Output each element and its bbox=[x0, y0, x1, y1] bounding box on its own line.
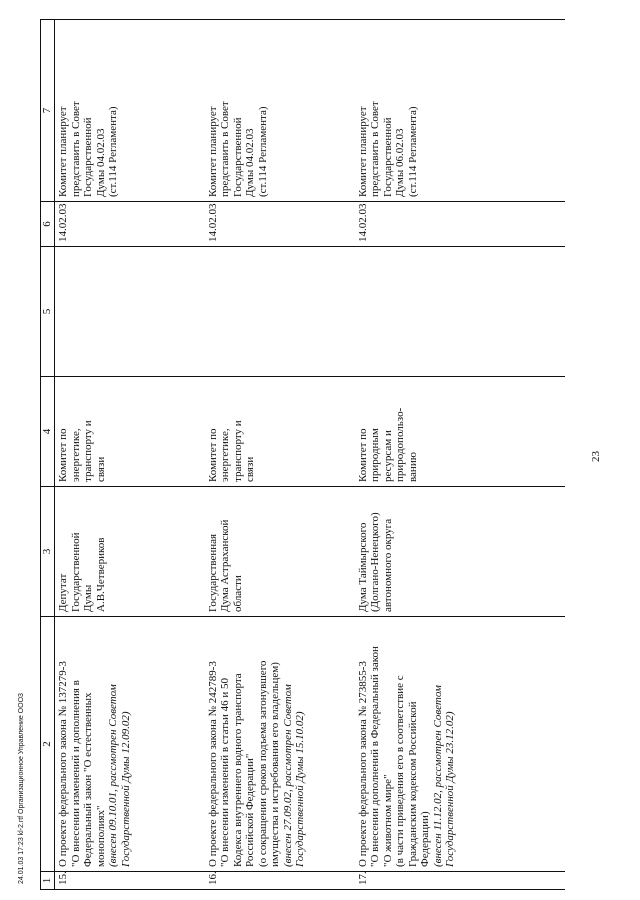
initiator bbox=[355, 487, 565, 617]
table-row bbox=[55, 20, 205, 890]
committee-line: природопользо- bbox=[394, 407, 406, 482]
bill-title-line: "О внесении изменений в статьи 46 и 50 bbox=[219, 677, 231, 867]
note-line: Комитет планирует bbox=[206, 106, 219, 197]
note-line: Думы 04.02.03 bbox=[94, 128, 107, 197]
committee-line: транспорту и bbox=[231, 420, 244, 482]
col5-cell bbox=[205, 247, 355, 377]
initiator-line: Государственная bbox=[206, 533, 219, 612]
note-line: Государственной bbox=[82, 117, 94, 197]
committee-line: ванию bbox=[406, 452, 419, 482]
bill-title bbox=[355, 617, 565, 872]
committee bbox=[205, 377, 355, 487]
bill-title-line: монополиях" bbox=[94, 805, 107, 867]
committee-line: Комитет по bbox=[206, 428, 219, 482]
committee-line: энергетике, bbox=[219, 428, 231, 482]
committee-line: Комитет по bbox=[356, 428, 369, 482]
bill-note-line: (внесен 27.09.02, рассмотрен Советом bbox=[281, 684, 294, 867]
table-row bbox=[205, 20, 355, 890]
print-footer: 24.01.03 17:23 kl-2.rtf Организационное Управление ООО3 bbox=[18, 693, 25, 884]
bill-title-line: "О внесении изменений и дополнения в bbox=[69, 680, 82, 867]
note-line: Думы 06.02.03 bbox=[394, 128, 406, 197]
date-cell: 14.02.03 bbox=[355, 202, 565, 247]
bill-title-line: Российской Федерации" bbox=[244, 753, 256, 867]
note-line: (ст.114 Регламента) bbox=[107, 106, 119, 197]
committee-line: связи bbox=[244, 456, 256, 482]
header-cell: 5 bbox=[41, 247, 55, 377]
note-line: представить в Совет bbox=[369, 101, 381, 197]
note-line: Комитет планирует bbox=[356, 106, 369, 197]
header-cell: 6 bbox=[41, 202, 55, 247]
note-line: (ст.114 Регламента) bbox=[406, 106, 419, 197]
committee-line: Комитет по bbox=[57, 428, 69, 482]
header-row bbox=[41, 20, 55, 890]
row-number: 15. bbox=[55, 872, 205, 890]
table-row bbox=[355, 20, 565, 890]
note-line: Государственной bbox=[231, 117, 244, 197]
committee bbox=[55, 377, 205, 487]
bill-note-line: Государственной Думы 23.12.02) bbox=[444, 711, 456, 867]
bill-title-line: Федерации) bbox=[419, 811, 431, 867]
bill-note-line: Государственной Думы 12.09.02) bbox=[119, 711, 132, 867]
col5-cell bbox=[55, 247, 205, 377]
initiator-line: Дума Таймырского bbox=[356, 522, 369, 612]
bill-title-line: О проекте федерального закона № 242789-3 bbox=[206, 661, 219, 867]
note-line: представить в Совет bbox=[69, 101, 82, 197]
bill-note-line: (внесен 09.10.01, рассмотрен Советом bbox=[107, 684, 119, 867]
note-line: (ст.114 Регламента) bbox=[256, 106, 269, 197]
header-cell: 3 bbox=[41, 487, 55, 617]
note-line: Комитет планирует bbox=[57, 106, 69, 197]
bill-title-line: "О животном мире" bbox=[381, 774, 394, 867]
bill-title bbox=[55, 617, 205, 872]
committee-line: транспорту и bbox=[82, 420, 94, 482]
initiator-line: области bbox=[231, 575, 244, 612]
header-cell: 7 bbox=[41, 20, 55, 202]
bill-title-line: О проекте федерального закона № 137279-3 bbox=[57, 661, 69, 867]
header-cell: 2 bbox=[41, 617, 55, 872]
bill-title-line: Федеральный закон "О естественных bbox=[82, 692, 94, 867]
row-number: 16. bbox=[205, 872, 355, 890]
initiator-line: (Долгано-Ненецкого) bbox=[369, 512, 381, 612]
initiator-line: Думы bbox=[82, 584, 94, 612]
committee-line: связи bbox=[94, 456, 107, 482]
agenda-table bbox=[40, 19, 565, 890]
bill-note-line: Государственной Думы 15.10.02) bbox=[294, 711, 306, 867]
initiator-line: автономного округа bbox=[381, 518, 394, 612]
note-line: представить в Совет bbox=[219, 101, 231, 197]
note-line: Государственной bbox=[381, 117, 394, 197]
initiator-line: Депутат bbox=[57, 573, 69, 612]
initiator-line: Государственной bbox=[69, 532, 82, 612]
initiator bbox=[205, 487, 355, 617]
date-cell: 14.02.03 bbox=[205, 202, 355, 247]
committee-line: энергетике, bbox=[69, 428, 82, 482]
note bbox=[55, 20, 205, 202]
bill-title-line: "О внесении дополнений в Федеральный закон bbox=[369, 646, 381, 867]
bill-title-line: Гражданским кодексом Российской bbox=[406, 701, 419, 867]
committee-line: природным bbox=[369, 428, 381, 482]
note bbox=[355, 20, 565, 202]
row-number: 17. bbox=[355, 872, 565, 890]
initiator-line: А.В.Четвериков bbox=[94, 537, 107, 612]
bill-title-line: (о сокращении сроков подъема затонувшего bbox=[256, 660, 269, 867]
committee bbox=[355, 377, 565, 487]
bill-note-line: (внесен 11.12.02, рассмотрен Советом bbox=[431, 685, 444, 867]
note-line: Думы 04.02.03 bbox=[244, 128, 256, 197]
page-number: 23 bbox=[590, 451, 602, 462]
col5-cell bbox=[355, 247, 565, 377]
bill-title bbox=[205, 617, 355, 872]
date-cell: 14.02.03 bbox=[55, 202, 205, 247]
bill-title-line: (в части приведения его в соответствие с bbox=[394, 675, 406, 867]
bill-title-line: Кодекса внутреннего водного транспорта bbox=[231, 673, 244, 867]
header-cell: 1 bbox=[41, 872, 55, 890]
initiator-line: Дума Астраханской bbox=[219, 519, 231, 612]
header-cell: 4 bbox=[41, 377, 55, 487]
bill-title-line: имущества и истребования его владельцем) bbox=[269, 662, 281, 867]
committee-line: ресурсам и bbox=[381, 430, 394, 482]
initiator bbox=[55, 487, 205, 617]
note bbox=[205, 20, 355, 202]
bill-title-line: О проекте федерального закона № 273855-3 bbox=[356, 661, 369, 867]
